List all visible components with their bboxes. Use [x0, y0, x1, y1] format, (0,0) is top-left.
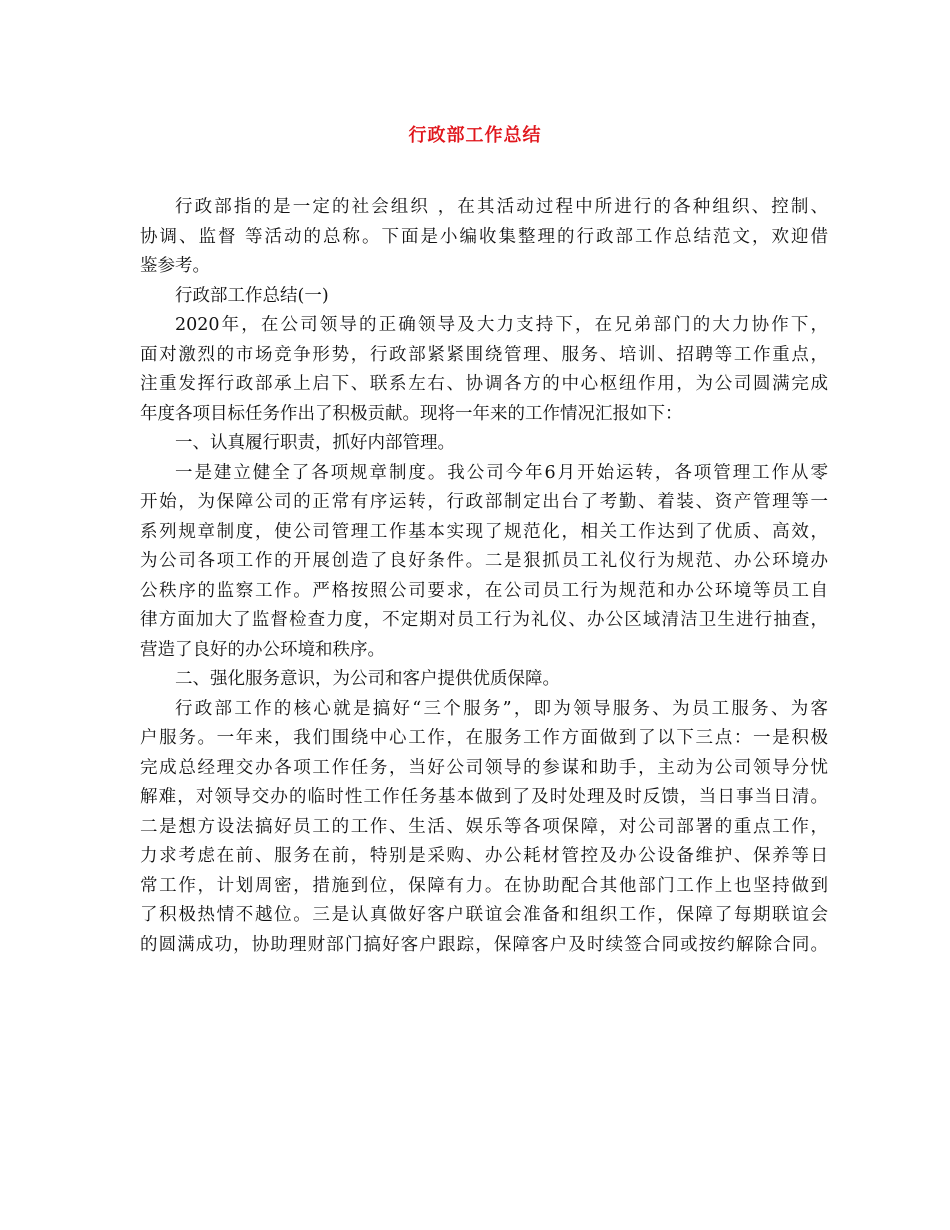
text-line: 行政部指的是一定的社会组织 ，在其活动过程中所进行的各种组织、控制、: [175, 197, 828, 217]
text-line: 为公司各项工作的开展创造了良好条件。二是狠抓员工礼仪行为规范、办公环境办: [140, 551, 828, 571]
text-line: 2020年，在公司领导的正确领导及大力支持下，在兄弟部门的大力协作下，: [175, 315, 828, 335]
text-line: 力求考虑在前、服务在前，特别是采购、办公耗材管控及办公设备维护、保养等日: [140, 846, 828, 866]
text-line: 常工作，计划周密，措施到位，保障有力。在协助配合其他部门工作上也坚持做到: [140, 875, 828, 896]
text-line: 解难，对领导交办的临时性工作任务基本做到了及时处理及时反馈，当日事当日清。: [140, 787, 828, 807]
section-heading: 二、强化服务意识，为公司和客户提供优质保障。: [175, 669, 560, 689]
section-heading: 行政部工作总结(一): [175, 285, 329, 306]
text-line: 公秩序的监察工作。严格按照公司要求，在公司员工行为规范和办公环境等员工自: [140, 580, 828, 601]
document-title: 行政部工作总结: [408, 125, 542, 146]
document-body: [140, 193, 828, 960]
text-line: 鉴参考。: [140, 256, 210, 276]
text-line: 了积极热情不越位。三是认真做好客户联谊会准备和组织工作，保障了每期联谊会: [140, 905, 828, 925]
text-line: 完成总经理交办各项工作任务，当好公司领导的参谋和助手，主动为公司领导分忧: [140, 757, 828, 778]
text-line: 行政部工作的核心就是搞好“三个服务”，即为领导服务、为员工服务、为客: [175, 698, 828, 719]
text-line: 系列规章制度，使公司管理工作基本实现了规范化，相关工作达到了优质、高效，: [140, 521, 828, 542]
text-line: 注重发挥行政部承上启下、联系左右、协调各方的中心枢纽作用，为公司圆满完成: [140, 374, 828, 394]
text-line: 年度各项目标任务作出了积极贡献。现将一年来的工作情况汇报如下：: [140, 403, 683, 424]
text-line: 面对激烈的市场竞争形势，行政部紧紧围绕管理、服务、培训、招聘等工作重点，: [140, 344, 828, 365]
text-line: 的圆满成功，协助理财部门搞好客户跟踪，保障客户及时续签合同或按约解除合同。: [140, 934, 828, 955]
text-line: 律方面加大了监督检查力度，不定期对员工行为礼仪、办公区域清洁卫生进行抽查，: [140, 610, 828, 630]
text-line: 营造了良好的办公环境和秩序。: [140, 639, 385, 660]
section-heading: 一、认真履行职责，抓好内部管理。: [175, 433, 455, 453]
text-line: 协调、监督 等活动的总称。下面是小编收集整理的行政部工作总结范文，欢迎借: [140, 226, 828, 247]
text-line: 开始，为保障公司的正常有序运转，行政部制定出台了考勤、着装、资产管理等一: [140, 492, 828, 512]
text-line: 二是想方设法搞好员工的工作、生活、娱乐等各项保障，对公司部署的重点工作，: [140, 816, 828, 837]
text-line: 户服务。一年来，我们围绕中心工作，在服务工作方面做到了以下三点：一是积极: [140, 728, 828, 748]
text-line: 一是建立健全了各项规章制度。我公司今年6月开始运转，各项管理工作从零: [175, 462, 828, 483]
